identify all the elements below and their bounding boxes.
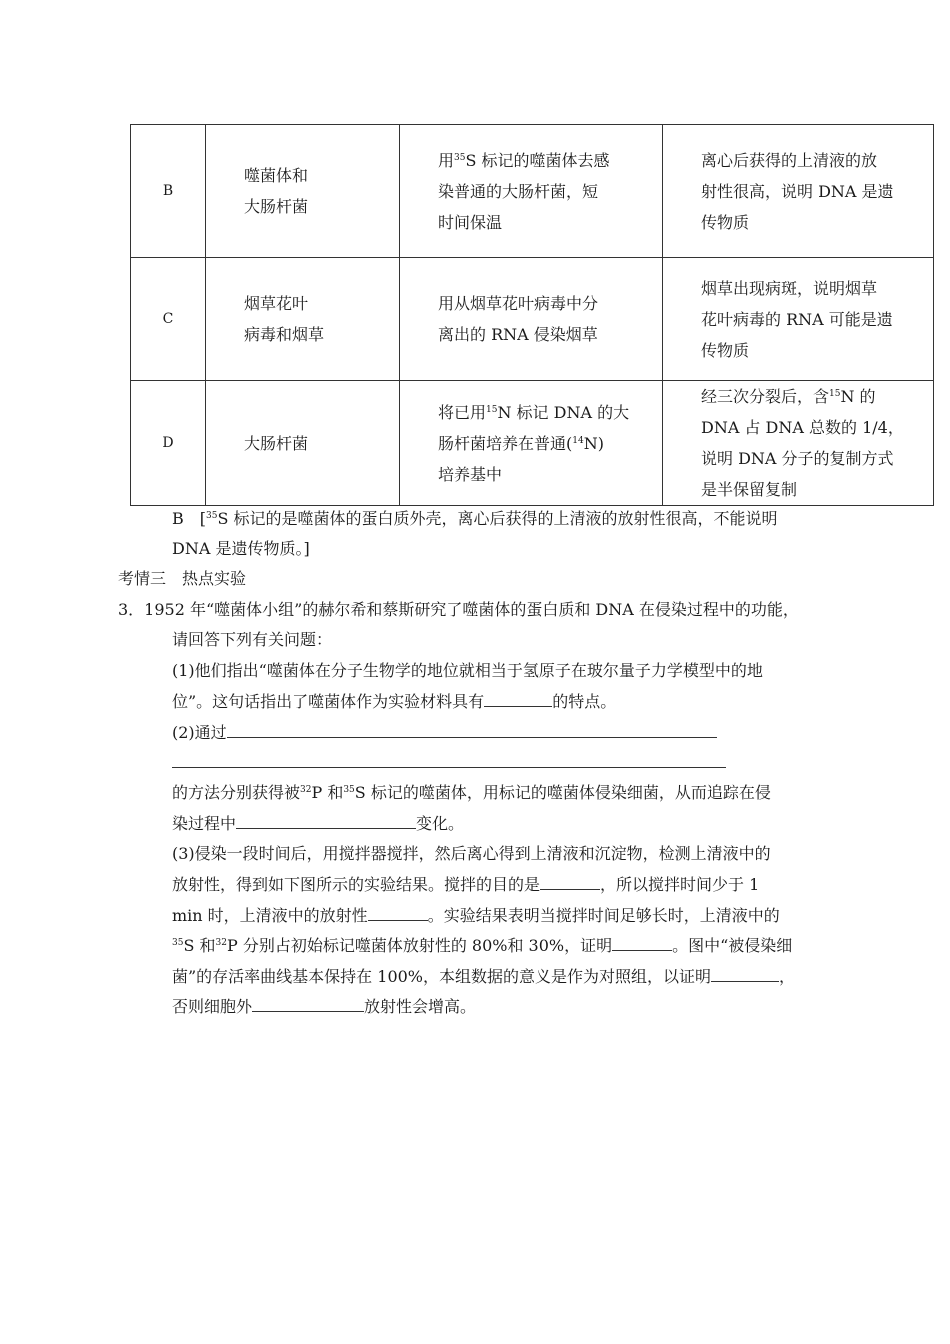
conclusion-cell-line xyxy=(701,412,933,443)
part2-text-e: 变化。 xyxy=(416,814,465,833)
option-cell: D xyxy=(131,381,206,506)
part3-line-3 xyxy=(172,904,780,927)
conclusion-cell xyxy=(663,258,934,381)
part2-line-4 xyxy=(172,812,464,835)
section-heading: 考情三 热点实验 xyxy=(118,569,247,588)
part2-line-1 xyxy=(172,721,717,744)
option-cell: C xyxy=(131,258,206,381)
method-cell xyxy=(400,258,663,381)
conclusion-cell-line xyxy=(701,273,933,304)
isotope-sup: 15 xyxy=(486,404,498,415)
table-row xyxy=(131,125,934,258)
part3-text-c: min 时，上清液中的放射性 xyxy=(172,906,368,925)
conclusion-cell xyxy=(663,381,934,506)
method-cell-line xyxy=(438,397,662,428)
part2-text: (2)通过 xyxy=(172,723,227,742)
answer-sup: 35 xyxy=(206,511,218,521)
answer-line-1 xyxy=(172,508,778,530)
part2-text-a: 的方法分别获得被 xyxy=(172,783,301,802)
answer-blank[interactable] xyxy=(227,721,717,738)
experiment-table xyxy=(130,124,934,506)
conclusion-cell-line xyxy=(701,304,933,335)
method-cell xyxy=(400,125,663,258)
text: N 标记 DNA 的大 xyxy=(497,402,630,422)
part3-text-a: 放射性，得到如下图所示的实验结果。搅拌的目的是 xyxy=(172,875,541,894)
text: S 标记的噬菌体去感 xyxy=(465,150,610,170)
method-cell-line xyxy=(438,176,662,207)
text: 时间保温 xyxy=(438,212,503,232)
material-line: 噬菌体和 xyxy=(244,166,309,185)
answer-blank[interactable] xyxy=(540,873,600,890)
conclusion-cell-line xyxy=(701,443,933,474)
conclusion-cell-line xyxy=(701,176,933,207)
method-cell-line xyxy=(438,459,662,490)
answer-line-2: DNA 是遗传物质。] xyxy=(172,539,310,558)
part3-text-f: P 分别占初始标记噬菌体放射性的 80%和 30%，证明 xyxy=(226,936,613,955)
text: 说明 DNA 分子的复制方式 xyxy=(701,449,894,468)
part3-text-g: 。图中“被侵染细 xyxy=(672,936,793,955)
part3-text-b: ，所以搅拌时间少于 1 xyxy=(600,875,760,894)
text: 离出的 RNA 侵染烟草 xyxy=(438,325,598,344)
text: 肠杆菌培养在普通( xyxy=(438,433,573,453)
part2-text-c: S 标记的噬菌体，用标记的噬菌体侵染细菌，从而追踪在侵 xyxy=(354,783,771,802)
part1-line-2 xyxy=(172,690,616,713)
question-stem-line-2: 请回答下列有关问题： xyxy=(172,630,333,649)
part3-line-6 xyxy=(172,995,476,1018)
conclusion-cell-line xyxy=(701,145,933,176)
material-line: 烟草花叶 xyxy=(244,294,309,313)
text: 经三次分裂后，含 xyxy=(701,387,830,406)
part3-text-h: 菌”的存活率曲线基本保持在 100%，本组数据的意义是作为对照组，以证明 xyxy=(172,967,712,986)
method-cell-line xyxy=(438,288,662,319)
text: 烟草出现病斑，说明烟草 xyxy=(701,278,878,298)
part1-text: 位”。这句话指出了噬菌体作为实验材料具有 xyxy=(172,692,485,711)
material-line: 大肠杆菌 xyxy=(244,433,309,453)
isotope-sup: 35 xyxy=(454,152,466,163)
part1-text-end: 的特点。 xyxy=(552,692,617,711)
table-row xyxy=(131,381,934,506)
conclusion-cell-line xyxy=(701,207,933,238)
conclusion-cell-line xyxy=(701,381,933,412)
material-line: 病毒和烟草 xyxy=(244,325,325,344)
experiment-table-body xyxy=(131,125,934,506)
option-cell: B xyxy=(131,125,206,258)
answer-blank[interactable] xyxy=(368,904,428,921)
sup-32: 32 xyxy=(300,785,312,795)
sup-35: 35 xyxy=(172,938,184,948)
answer-blank[interactable] xyxy=(236,812,416,829)
text: 是半保留复制 xyxy=(701,480,798,499)
text: 离心后获得的上清液的放 xyxy=(701,150,878,170)
material-cell xyxy=(206,258,400,381)
answer-prefix: B [ xyxy=(172,509,207,528)
sup-32: 32 xyxy=(215,938,227,948)
part3-text-e: S 和 xyxy=(183,936,216,955)
part2-line-3 xyxy=(172,782,771,804)
table-row xyxy=(131,258,934,381)
part3-text-i: ， xyxy=(779,967,796,986)
text: 将已用 xyxy=(438,402,487,422)
answer-blank-line[interactable] xyxy=(172,767,726,768)
text: 传物质 xyxy=(701,340,750,360)
text: DNA 占 DNA 总数的 1/4， xyxy=(701,418,904,437)
method-cell-line xyxy=(438,428,662,459)
text: 培养基中 xyxy=(438,464,503,484)
isotope-sup: 14 xyxy=(572,435,584,446)
conclusion-cell-line xyxy=(701,335,933,366)
text: N) xyxy=(583,433,604,453)
answer-blank[interactable] xyxy=(252,995,364,1012)
text: 染普通的大肠杆菌，短 xyxy=(438,181,599,201)
answer-blank[interactable] xyxy=(711,965,779,982)
part3-text-j: 否则细胞外 xyxy=(172,997,253,1016)
isotope-sup: 15 xyxy=(829,389,841,399)
part3-line-5 xyxy=(172,965,795,988)
method-cell-line xyxy=(438,145,662,176)
text: 用从烟草花叶病毒中分 xyxy=(438,294,599,313)
conclusion-cell-line xyxy=(701,474,933,505)
part3-text-k: 放射性会增高。 xyxy=(364,997,477,1016)
part3-line-4 xyxy=(172,934,792,957)
sup-35: 35 xyxy=(343,785,355,795)
material-cell xyxy=(206,125,400,258)
material-line: 大肠杆菌 xyxy=(244,197,309,216)
part3-text-d: 。实验结果表明当搅拌时间足够长时，上清液中的 xyxy=(427,906,780,925)
part3-line-1: (3)侵染一段时间后，用搅拌器搅拌，然后离心得到上清液和沉淀物，检测上清液中的 xyxy=(172,844,771,863)
text: N 的 xyxy=(840,387,876,406)
text: 射性很高，说明 DNA 是遗 xyxy=(701,181,894,201)
answer-blank[interactable] xyxy=(484,690,552,707)
method-cell-line xyxy=(438,319,662,350)
answer-text: S 标记的是噬菌体的蛋白质外壳，离心后获得的上清液的放射性很高，不能说明 xyxy=(217,509,778,528)
answer-blank[interactable] xyxy=(612,934,672,951)
part2-text-d: 染过程中 xyxy=(172,814,237,833)
method-cell xyxy=(400,381,663,506)
method-cell-line xyxy=(438,207,662,238)
question-stem-line-1: 3．1952 年“噬菌体小组”的赫尔希和蔡斯研究了噬菌体的蛋白质和 DNA 在侵染过程中的功能， xyxy=(118,600,799,619)
conclusion-cell xyxy=(663,125,934,258)
part3-line-2 xyxy=(172,873,759,896)
text: 用 xyxy=(438,150,455,170)
text: 传物质 xyxy=(701,212,750,232)
text: 花叶病毒的 RNA 可能是遗 xyxy=(701,309,893,329)
material-cell xyxy=(206,381,400,506)
part2-text-b: P 和 xyxy=(311,783,344,802)
part1-line-1: (1)他们指出“噬菌体在分子生物学的地位就相当于氢原子在玻尔量子力学模型中的地 xyxy=(172,661,763,680)
